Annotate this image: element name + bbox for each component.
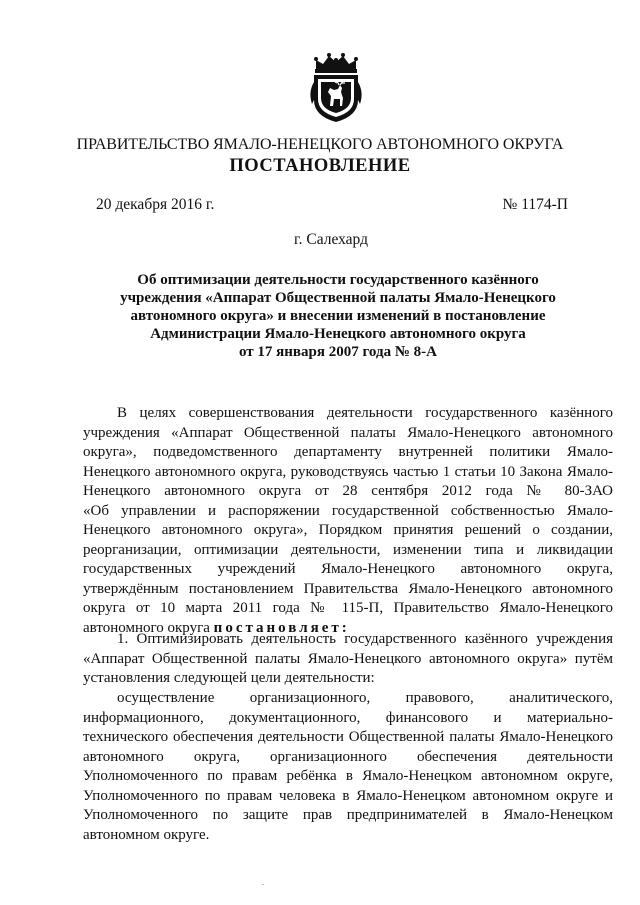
- paragraph-line: осуществление организационного, правового, аналитического,: [117, 690, 613, 706]
- paragraph-line: утверждённым постановлением Правительства Ямало-Ненецкого автономного: [83, 580, 613, 597]
- document-number: № 1174-П: [502, 196, 568, 213]
- paragraph-line: Уполномоченного по правам человека в Ямало-Ненецком автономном округе и: [83, 787, 613, 804]
- paragraph-line: округа», подведомственного департаменту внутренней политики Ямало-: [83, 444, 613, 460]
- scan-speck: [262, 884, 264, 885]
- paragraph-line: государственных учреждений Ямало-Ненецкого автономного округа,: [83, 561, 613, 577]
- paragraph-line: Ненецкого автономного округа от 28 сентября 2012 года № 80-ЗАО: [83, 483, 613, 499]
- coat-of-arms-yamal-icon: [306, 52, 366, 124]
- paragraph-line: Уполномоченного по защите прав предпринимателей в Ямало-Ненецком: [83, 807, 613, 823]
- heading-line: Об оптимизации деятельности государственного казённого: [137, 272, 539, 288]
- heading-line: от 17 января 2007 года № 8-А: [239, 344, 437, 360]
- heading-line: учреждения «Аппарат Общественной палаты Ямало-Ненецкого: [120, 290, 556, 306]
- paragraph-line: Ненецкого автономного округа, руководствуясь частью 1 статьи 10 Закона Ямало-: [83, 463, 613, 480]
- item-1-paragraph: [83, 630, 613, 689]
- document-heading: [96, 271, 580, 361]
- paragraph-line: Уполномоченного по правам ребёнка в Ямало-Ненецком автономном округе,: [83, 768, 613, 784]
- government-name: ПРАВИТЕЛЬСТВО ЯМАЛО-НЕНЕЦКОГО АВТОНОМНОГО ОКРУГА: [76, 136, 564, 153]
- paragraph-line: округа от 10 марта 2011 года № 115-П, Правительство Ямало-Ненецкого: [83, 600, 613, 616]
- paragraph-line: Ненецкого автономного округа», Порядком принятия решений о создании,: [83, 522, 613, 538]
- paragraph-line: 1. Оптимизировать деятельность государственного казённого учреждения: [117, 631, 613, 647]
- paragraph-line: установления следующей цели деятельности:: [83, 670, 375, 686]
- preamble-paragraph: [83, 404, 613, 638]
- document-city: г. Салехард: [294, 231, 368, 248]
- item-1-goal-paragraph: [83, 689, 613, 845]
- paragraph-line: автономного округа, организационного обеспечения деятельности: [83, 748, 613, 765]
- document-date: 20 декабря 2016 г.: [96, 196, 215, 213]
- resolves-word: постановляет:: [213, 619, 350, 636]
- paragraph-line: автономном округе.: [83, 826, 210, 843]
- paragraph-line: реорганизации, оптимизации деятельности, изменении типа и ликвидации: [83, 541, 613, 558]
- last-line-prefix: автономного округа: [83, 619, 214, 636]
- paragraph-line: «Об управлении и распоряжении государственной собственностью Ямало-: [83, 502, 613, 519]
- heading-line: Администрации Ямало-Ненецкого автономного округа: [150, 326, 526, 342]
- heading-line: автономного округа» и внесении изменений в постановление: [130, 308, 546, 324]
- paragraph-line: В целях совершенствования деятельности государственного казённого: [117, 405, 613, 421]
- paragraph-line: учреждения «Аппарат Общественной палаты Ямало-Ненецкого автономного: [83, 424, 613, 441]
- paragraph-line: «Аппарат Общественной палаты Ямало-Ненецкого автономного округа» путём: [83, 650, 613, 667]
- document-type: ПОСТАНОВЛЕНИЕ: [229, 156, 411, 176]
- paragraph-line: информационного, документационного, финансового и материально-: [83, 709, 613, 726]
- paragraph-line: технического обеспечения деятельности Общественной палаты Ямало-Ненецкого: [83, 729, 613, 745]
